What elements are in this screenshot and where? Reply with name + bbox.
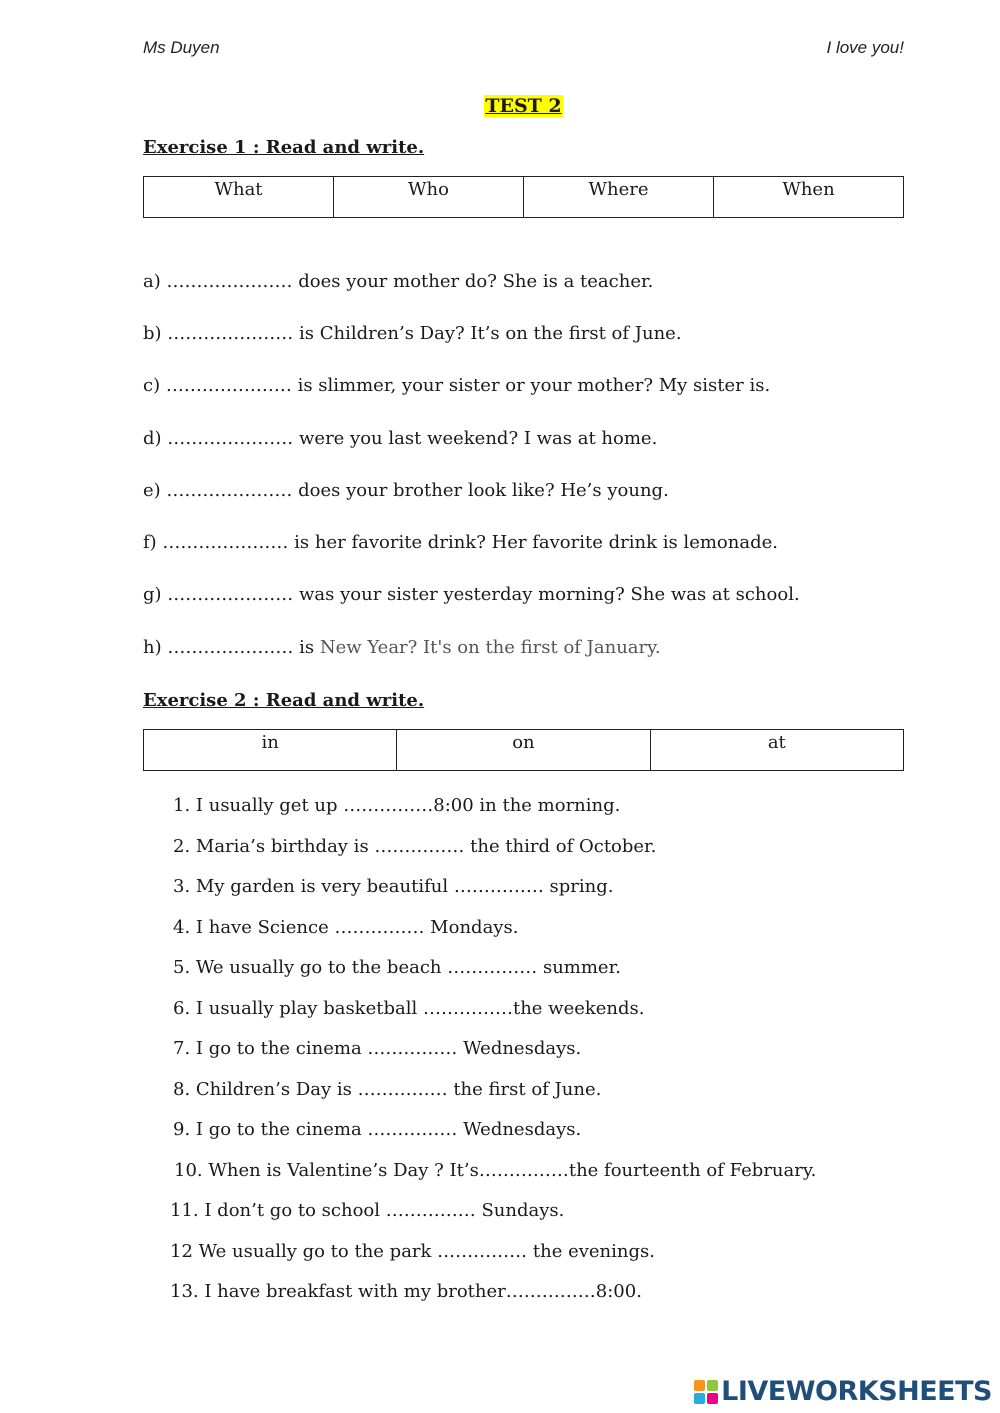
question-f <box>143 532 778 553</box>
answer-blank[interactable]: ………………… <box>167 428 294 449</box>
exercise1-heading: Exercise 1 : Read and write. <box>143 137 425 158</box>
question-c <box>143 375 770 396</box>
word-who: Who <box>334 177 524 218</box>
question-text: were you last weekend? I was at home. <box>299 428 658 449</box>
list-item: 2. Maria’s birthday is …………… the third of October. <box>173 836 657 857</box>
answer-blank[interactable]: ………………… <box>165 375 292 396</box>
question-text: is Children’s Day? It’s on the first of June. <box>299 323 682 344</box>
question-label: h) <box>143 637 162 658</box>
question-a <box>143 271 653 292</box>
logo-tile-1 <box>694 1380 705 1391</box>
question-text: is slimmer, your sister or your mother? My sister is. <box>297 375 771 396</box>
list-item: 7. I go to the cinema …………… Wednesdays. <box>173 1038 582 1059</box>
logo-tile-2 <box>707 1380 718 1391</box>
answer-blank[interactable]: ………………… <box>167 637 294 658</box>
list-item: 11. I don’t go to school …………… Sundays. <box>170 1200 565 1221</box>
list-item: 3. My garden is very beautiful …………… spring. <box>173 876 614 897</box>
question-g <box>143 584 800 605</box>
exercise2-word-box <box>143 729 904 771</box>
list-item: 5. We usually go to the beach …………… summer. <box>173 957 621 978</box>
list-item: 6. I usually play basketball ……………the weekends. <box>173 998 645 1019</box>
answer-blank[interactable]: ………………… <box>162 532 289 553</box>
question-text: is <box>299 637 315 658</box>
question-d <box>143 428 657 449</box>
liveworksheets-logo-icon <box>694 1380 718 1404</box>
answer-blank[interactable]: ………………… <box>167 323 294 344</box>
answer-blank[interactable]: ………………… <box>167 584 294 605</box>
question-text: was your sister yesterday morning? She was at school. <box>299 584 800 605</box>
question-text: does your brother look like? He’s young. <box>298 480 669 501</box>
answer-blank[interactable]: ………………… <box>166 480 293 501</box>
page-title: TEST 2 <box>485 95 562 117</box>
list-item: 12 We usually go to the park …………… the evenings. <box>170 1241 655 1262</box>
question-h <box>143 637 661 658</box>
question-b <box>143 323 682 344</box>
logo-tile-4 <box>707 1393 718 1404</box>
list-item: 4. I have Science …………… Mondays. <box>173 917 519 938</box>
list-item: 1. I usually get up ……………8:00 in the morning. <box>173 795 621 816</box>
header-note: I love you! <box>826 38 904 57</box>
question-text-grey: New Year? It's on the first of January. <box>319 637 661 658</box>
question-label: c) <box>143 375 161 396</box>
word-on: on <box>397 730 650 771</box>
list-item: 9. I go to the cinema …………… Wednesdays. <box>173 1119 582 1140</box>
question-text: does your mother do? She is a teacher. <box>298 271 654 292</box>
list-item: 8. Children’s Day is …………… the first of June. <box>173 1079 602 1100</box>
liveworksheets-logo <box>694 1376 992 1407</box>
exercise2-heading: Exercise 2 : Read and write. <box>143 690 425 711</box>
answer-blank[interactable]: ………………… <box>166 271 293 292</box>
question-label: b) <box>143 323 162 344</box>
question-label: d) <box>143 428 162 449</box>
list-item: 10. When is Valentine’s Day ? It’s……………the fourteenth of February. <box>174 1160 817 1181</box>
header-author: Ms Duyen <box>143 38 220 57</box>
liveworksheets-logo-text: LIVEWORKSHEETS <box>721 1376 992 1407</box>
list-item: 13. I have breakfast with my brother……………8:00. <box>170 1281 642 1302</box>
question-text: is her favorite drink? Her favorite drink is lemonade. <box>294 532 778 553</box>
word-where: Where <box>524 177 714 218</box>
word-when: When <box>714 177 904 218</box>
question-label: g) <box>143 584 162 605</box>
page-title-wrap <box>0 95 1000 117</box>
exercise1-word-box <box>143 176 904 218</box>
question-label: f) <box>143 532 157 553</box>
word-in: in <box>144 730 397 771</box>
word-at: at <box>650 730 903 771</box>
word-what: What <box>144 177 334 218</box>
question-label: e) <box>143 480 161 501</box>
question-e <box>143 480 669 501</box>
logo-tile-3 <box>694 1393 705 1404</box>
question-label: a) <box>143 271 161 292</box>
